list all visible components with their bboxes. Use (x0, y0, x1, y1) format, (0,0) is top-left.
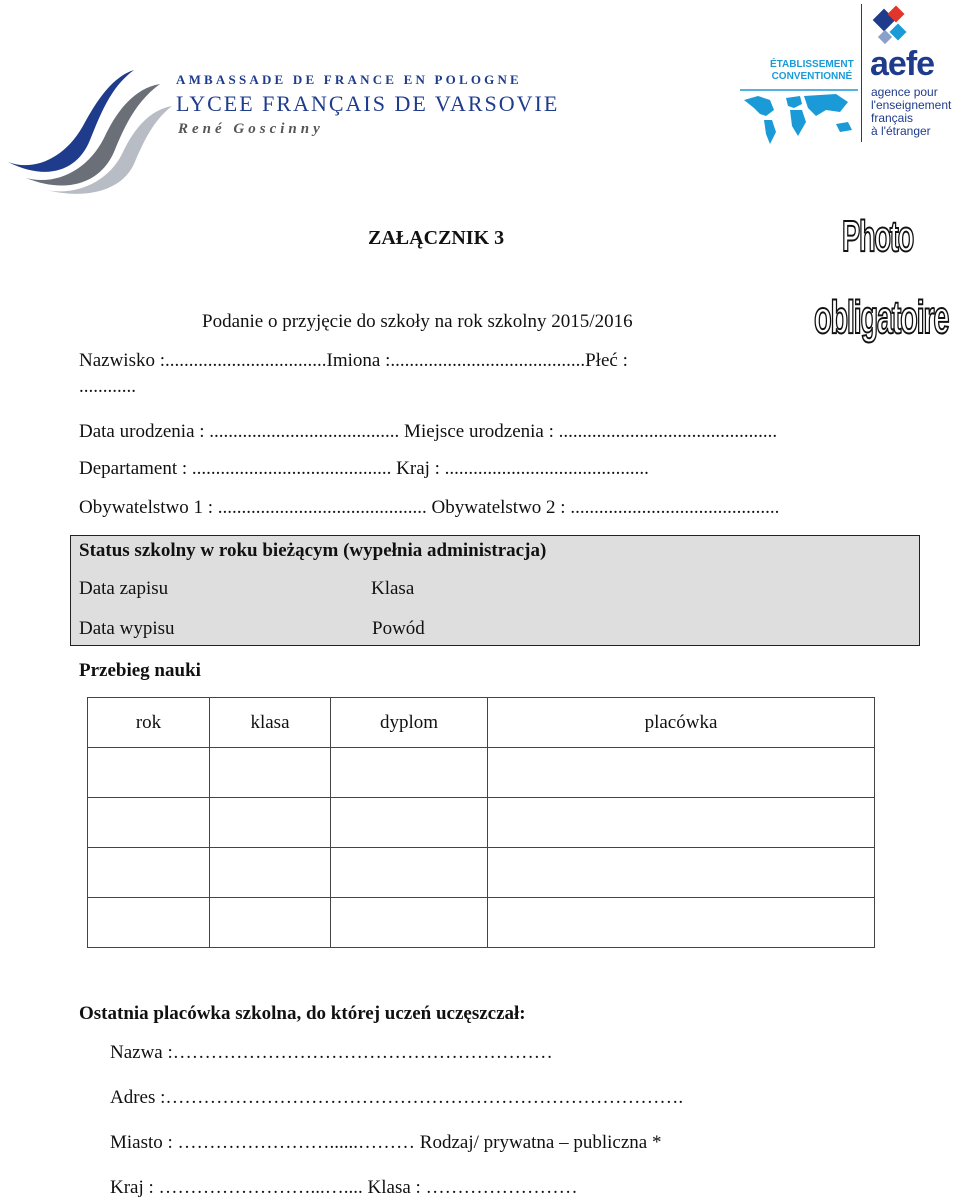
field-department-country[interactable]: Departament : .......................................... Kraj : ........................................... (79, 458, 649, 479)
table-cell[interactable] (210, 748, 331, 798)
field-birth-date-place[interactable]: Data urodzenia : ........................................ Miejsce urodzenia : .............................................. (79, 421, 778, 442)
table-cell[interactable] (488, 898, 875, 948)
field-gender-continued[interactable]: ............ (79, 376, 136, 397)
world-map-icon (740, 86, 858, 148)
table-cell[interactable] (88, 798, 210, 848)
table-header-row (88, 698, 875, 748)
status-box-title: Status szkolny w roku bieżącym (wypełnia administracja) (79, 540, 547, 561)
photo-required-label: obligatoire (814, 291, 949, 343)
table-cell[interactable] (488, 748, 875, 798)
table-cell[interactable] (331, 748, 488, 798)
aefe-wordmark: aefe (870, 45, 935, 83)
field-surname-names-gender[interactable]: Nazwisko :..................................Imiona :.........................................Płeć : (79, 350, 628, 371)
field-school-country-class[interactable]: Kraj : ……………………...….... Klasa : …………………… (110, 1177, 578, 1198)
school-name: LYCEE FRANÇAIS DE VARSOVIE (176, 91, 560, 116)
partner-badge-line2: CONVENTIONNÉ (771, 71, 853, 82)
photo-label: Photo (842, 212, 914, 261)
aefe-divider (861, 4, 862, 142)
table-row (88, 848, 875, 898)
class-label: Klasa (371, 578, 415, 599)
table-cell[interactable] (210, 898, 331, 948)
column-header-class: klasa (210, 698, 331, 748)
aefe-tagline-line1: agence pour (871, 85, 938, 99)
education-history-table (87, 697, 875, 948)
last-school-title: Ostatnia placówka szkolna, do której uczeń uczęszczał: (79, 1003, 526, 1024)
aefe-tagline-line2: l'enseignement (871, 98, 952, 112)
partner-badge-line1: ÉTABLISSEMENT (770, 59, 854, 70)
aefe-mark-icon (868, 2, 916, 50)
aefe-tagline-line3: français (871, 111, 914, 125)
partner-badge (770, 59, 854, 83)
field-school-city-type[interactable]: Miasto : ……………………......……… Rodzaj/ prywatna – publiczna * (110, 1132, 662, 1153)
column-header-school: placówka (488, 698, 875, 748)
aefe-tagline (871, 86, 951, 138)
table-cell[interactable] (88, 848, 210, 898)
table-row (88, 748, 875, 798)
column-header-year: rok (88, 698, 210, 748)
table-row (88, 798, 875, 848)
enroll-date-label: Data zapisu (79, 578, 169, 599)
history-title: Przebieg nauki (79, 660, 201, 681)
reason-label: Powód (372, 618, 425, 639)
school-embassy-line: AMBASSADE DE FRANCE EN POLOGNE (176, 72, 522, 87)
table-cell[interactable] (210, 798, 331, 848)
table-cell[interactable] (88, 898, 210, 948)
aefe-tagline-line4: à l'étranger (871, 124, 931, 138)
table-row (88, 898, 875, 948)
table-cell[interactable] (331, 798, 488, 848)
table-cell[interactable] (488, 798, 875, 848)
leave-date-label: Data wypisu (79, 618, 175, 639)
field-citizenship[interactable]: Obywatelstwo 1 : ............................................ Obywatelstwo 2 : ............................................ (79, 497, 780, 518)
table-cell[interactable] (488, 848, 875, 898)
page-title: ZAŁĄCZNIK 3 (368, 227, 505, 249)
table-cell[interactable] (88, 748, 210, 798)
table-cell[interactable] (210, 848, 331, 898)
school-swoosh-icon (4, 62, 174, 197)
field-school-name[interactable]: Nazwa :…………………………………………………… (110, 1042, 553, 1063)
field-school-address[interactable]: Adres :………………………………………………………………………. (110, 1087, 684, 1108)
form-subtitle: Podanie o przyjęcie do szkoły na rok szkolny 2015/2016 (202, 311, 633, 332)
school-patron: René Goscinny (178, 121, 324, 137)
table-cell[interactable] (331, 848, 488, 898)
table-cell[interactable] (331, 898, 488, 948)
column-header-diploma: dyplom (331, 698, 488, 748)
